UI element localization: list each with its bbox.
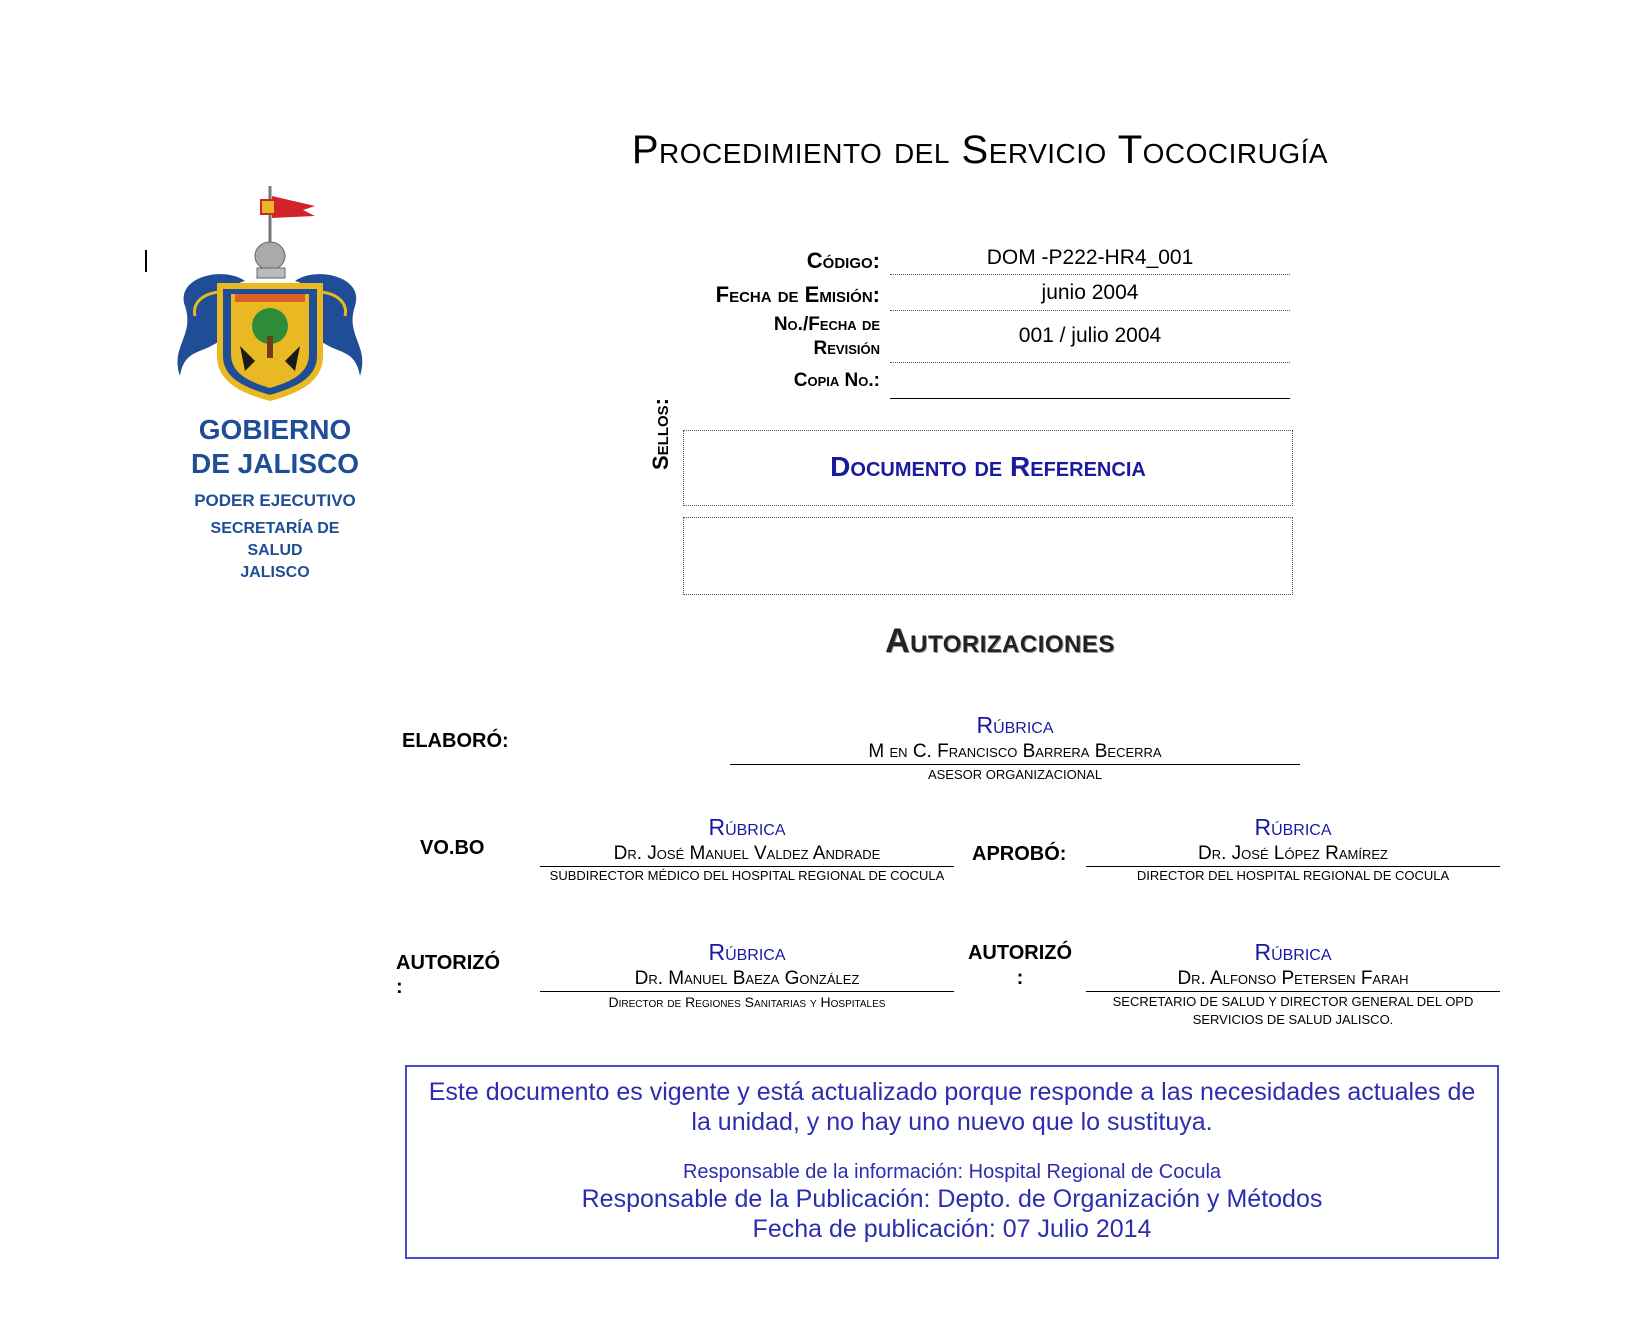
fecha-emision-value: junio 2004 bbox=[890, 281, 1290, 311]
responsable-informacion: Responsable de la información: Hospital Regional de Cocula bbox=[682, 1161, 1222, 1183]
fecha-emision-label: Fecha de Emisión: bbox=[715, 282, 880, 307]
revision-label-2: Revisión bbox=[813, 338, 880, 359]
logo-line-salud: SALUD bbox=[247, 542, 303, 559]
copia-label: Copia No.: bbox=[793, 370, 880, 391]
elaboro-rubrica: Rúbrica bbox=[976, 712, 1054, 738]
vobo-name: Dr. José Manuel Valdez Andrade bbox=[540, 843, 954, 867]
autorizo2-name: Dr. Alfonso Petersen Farah bbox=[1086, 968, 1500, 992]
autorizo2-colon: : bbox=[1016, 967, 1024, 989]
stamp-box-bottom bbox=[683, 517, 1293, 595]
logo-line-jalisco-small: JALISCO bbox=[240, 564, 310, 581]
sellos-label: Sellos: bbox=[648, 397, 673, 470]
autorizo1-rubrica: Rúbrica bbox=[708, 939, 786, 965]
autorizo2-label: AUTORIZÓ bbox=[967, 942, 1073, 964]
vobo-title: SUBDIRECTOR MÉDICO DEL HOSPITAL REGIONAL DE COCULA bbox=[549, 868, 945, 883]
vigencia-text: Este documento es vigente y está actualizado porque responde a las necesidades actuales de la unidad, y no hay uno nuevo que lo sustituya. bbox=[428, 1078, 1476, 1136]
elaboro-label: ELABORÓ: bbox=[402, 730, 509, 752]
documento-referencia-label: Documento de Referencia bbox=[830, 451, 1146, 482]
fecha-publicacion: Fecha de publicación: 07 Julio 2014 bbox=[752, 1215, 1152, 1243]
autorizo2-rubrica: Rúbrica bbox=[1254, 939, 1332, 965]
aprobo-rubrica: Rúbrica bbox=[1254, 814, 1332, 840]
revision-label-1: No./Fecha de bbox=[773, 314, 880, 335]
autorizo1-colon: : bbox=[396, 976, 403, 998]
aprobo-name: Dr. José López Ramírez bbox=[1086, 843, 1500, 867]
autorizo1-title: Director de Regiones Sanitarias y Hospitales bbox=[608, 994, 886, 1010]
autorizo1-label: AUTORIZÓ bbox=[396, 952, 501, 974]
vobo-label: VO.BO bbox=[420, 837, 485, 859]
logo-line-secretaria: SECRETARÍA DE bbox=[210, 520, 340, 537]
text-cursor bbox=[145, 250, 147, 272]
logo-line-gobierno: GOBIERNO bbox=[198, 414, 352, 445]
autorizaciones-title: Autorizaciones bbox=[885, 622, 1115, 660]
aprobo-label: APROBÓ: bbox=[972, 843, 1067, 865]
revision-value: 001 / julio 2004 bbox=[890, 324, 1290, 363]
aprobo-title: DIRECTOR DEL HOSPITAL REGIONAL DE COCULA bbox=[1136, 868, 1450, 883]
autorizo1-name: Dr. Manuel Baeza González bbox=[540, 968, 954, 992]
elaboro-name: M en C. Francisco Barrera Becerra bbox=[730, 741, 1300, 765]
logo-line-poder: PODER EJECUTIVO bbox=[194, 491, 356, 510]
codigo-label: Código: bbox=[806, 248, 880, 273]
vobo-rubrica: Rúbrica bbox=[708, 814, 786, 840]
stamp-box-top bbox=[683, 430, 1293, 506]
logo-line-jalisco: DE JALISCO bbox=[190, 448, 360, 479]
coat-of-arms-icon bbox=[165, 186, 385, 416]
autorizo2-title: SECRETARIO DE SALUD Y DIRECTOR GENERAL DEL OPD SERVICIOS DE SALUD JALISCO. bbox=[1112, 994, 1474, 1027]
elaboro-title: ASESOR ORGANIZACIONAL bbox=[927, 767, 1103, 782]
vigencia-note-box bbox=[405, 1065, 1499, 1259]
page-title: Procedimiento del Servicio Tococirugía bbox=[631, 128, 1329, 172]
codigo-value: DOM -P222-HR4_001 bbox=[890, 246, 1290, 275]
copia-value bbox=[890, 370, 1290, 399]
gobierno-jalisco-logo bbox=[165, 186, 385, 596]
responsable-publicacion: Responsable de la Publicación: Depto. de Organización y Métodos bbox=[581, 1185, 1323, 1213]
